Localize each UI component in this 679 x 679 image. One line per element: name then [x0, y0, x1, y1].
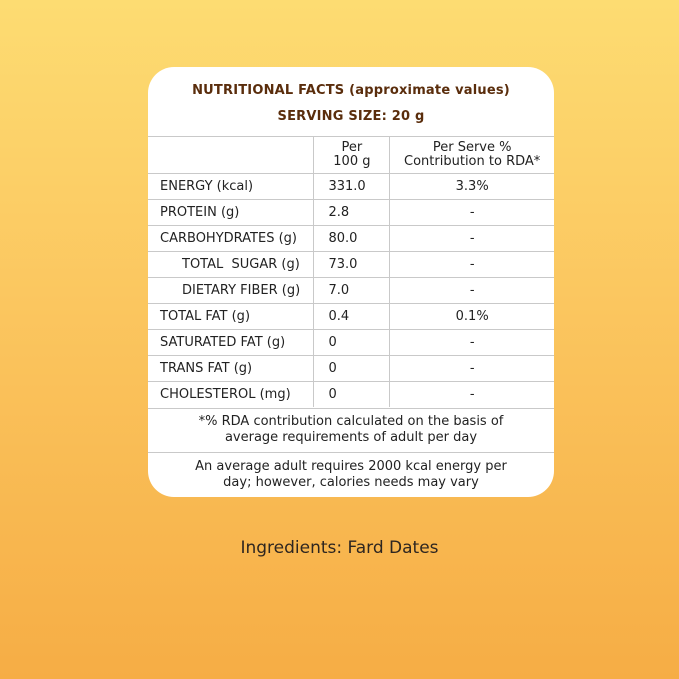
table-row	[148, 382, 554, 408]
nutrient-label: TRANS FAT (g)	[148, 356, 314, 382]
rda-value: 0.1%	[390, 304, 554, 330]
rda-value: -	[390, 278, 554, 304]
per-100g-value: 73.0	[314, 252, 390, 278]
rda-footnote-line1: *% RDA contribution calculated on the basis of	[198, 414, 504, 429]
nutrient-label: CARBOHYDRATES (g)	[148, 226, 314, 252]
per-100g-value: 80.0	[314, 226, 390, 252]
table-row	[148, 304, 554, 330]
serving-size: SERVING SIZE: 20 g	[277, 109, 425, 124]
ingredients-text: Ingredients: Fard Dates	[240, 538, 439, 558]
nutrient-label: DIETARY FIBER (g)	[148, 278, 314, 304]
table-row	[148, 174, 554, 200]
rda-value: -	[390, 200, 554, 226]
header-per-100g-line1: Per	[341, 140, 363, 155]
per-100g-value: 0.4	[314, 304, 390, 330]
per-100g-value: 0	[314, 356, 390, 382]
nutrient-label: SATURATED FAT (g)	[148, 330, 314, 356]
energy-footnote-line2: day; however, calories needs may vary	[223, 475, 479, 490]
per-100g-value: 0	[314, 382, 390, 408]
rda-value: 3.3%	[390, 174, 554, 200]
rda-value: -	[390, 382, 554, 408]
nutrition-facts-card	[148, 67, 554, 497]
header-nutrient	[148, 137, 314, 174]
rda-value: -	[390, 356, 554, 382]
header-rda-line2: Contribution to RDA*	[404, 154, 541, 169]
header-rda-line1: Per Serve %	[432, 140, 512, 155]
rda-value: -	[390, 252, 554, 278]
per-100g-value: 331.0	[314, 174, 390, 200]
nutrient-label: PROTEIN (g)	[148, 200, 314, 226]
nutrition-table	[148, 136, 554, 407]
per-100g-value: 2.8	[314, 200, 390, 226]
table-row	[148, 226, 554, 252]
energy-footnote-line1: An average adult requires 2000 kcal energy per	[195, 459, 507, 474]
nutrient-label: CHOLESTEROL (mg)	[148, 382, 314, 408]
rda-footnote	[148, 408, 554, 452]
nutrient-label: TOTAL SUGAR (g)	[148, 252, 314, 278]
rda-value: -	[390, 226, 554, 252]
table-row	[148, 278, 554, 304]
per-100g-value: 0	[314, 330, 390, 356]
header-rda	[390, 137, 554, 174]
table-header-row	[148, 137, 554, 174]
per-100g-value: 7.0	[314, 278, 390, 304]
nutrition-title: NUTRITIONAL FACTS (approximate values)	[192, 83, 510, 98]
energy-footnote	[148, 452, 554, 497]
nutrient-label: TOTAL FAT (g)	[148, 304, 314, 330]
table-row	[148, 356, 554, 382]
table-row	[148, 200, 554, 226]
header-per-100g-line2: 100 g	[333, 154, 371, 169]
header-per-100g	[314, 137, 390, 174]
table-row	[148, 252, 554, 278]
rda-value: -	[390, 330, 554, 356]
table-row	[148, 330, 554, 356]
rda-footnote-line2: average requirements of adult per day	[224, 430, 478, 445]
nutrient-label: ENERGY (kcal)	[148, 174, 314, 200]
